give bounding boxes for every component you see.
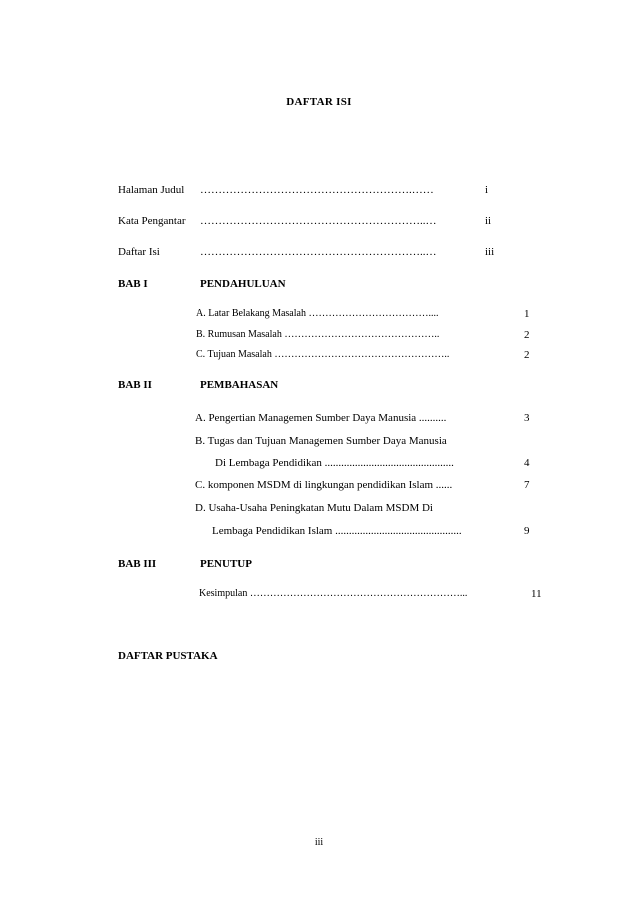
toc-entry-continuation: Di Lembaga Pendidikan ............................................... bbox=[215, 457, 454, 469]
toc-page-number: 2 bbox=[524, 349, 530, 361]
toc-page-number: 9 bbox=[524, 525, 530, 537]
toc-page-number: i bbox=[485, 184, 489, 196]
toc-page-number: ii bbox=[485, 215, 492, 227]
toc-label-halaman-judul: Halaman Judul bbox=[118, 184, 185, 196]
toc-leader: ………………………………………………….…… bbox=[200, 184, 434, 196]
toc-label-daftar-isi: Daftar Isi bbox=[118, 246, 160, 258]
toc-page-number: 11 bbox=[531, 588, 542, 600]
toc-entry: C. komponen MSDM di lingkungan pendidikan Islam ...... bbox=[195, 479, 453, 491]
toc-leader: ……………………………………………………..… bbox=[200, 215, 437, 227]
toc-label-kata-pengantar: Kata Pengantar bbox=[118, 215, 186, 227]
chapter-number: BAB III bbox=[118, 558, 157, 570]
page-title: DAFTAR ISI bbox=[286, 96, 352, 108]
bibliography-heading: DAFTAR PUSTAKA bbox=[118, 650, 218, 662]
chapter-number: BAB I bbox=[118, 278, 148, 290]
toc-page-number: 2 bbox=[524, 329, 530, 341]
chapter-title: PEMBAHASAN bbox=[200, 379, 279, 391]
toc-entry: B. Rumusan Masalah ……………………………………….. bbox=[196, 329, 440, 340]
toc-page-number: 7 bbox=[524, 479, 530, 491]
toc-entry: A. Latar Belakang Masalah ……………………………….... bbox=[196, 308, 439, 319]
toc-entry: C. Tujuan Masalah …………………………………………….. bbox=[196, 349, 450, 360]
toc-page-number: 3 bbox=[524, 412, 530, 424]
chapter-title: PENUTUP bbox=[200, 558, 252, 570]
toc-entry: B. Tugas dan Tujuan Managemen Sumber Daya Manusia bbox=[195, 435, 447, 447]
page-number: iii bbox=[314, 837, 324, 848]
chapter-title: PENDAHULUAN bbox=[200, 278, 286, 290]
toc-page-number: 4 bbox=[524, 457, 530, 469]
toc-entry: Kesimpulan ………………………………………………………... bbox=[199, 588, 468, 599]
toc-entry-continuation: Lembaga Pendidikan Islam .............................................. bbox=[212, 525, 462, 537]
toc-page-number: iii bbox=[485, 246, 495, 258]
toc-leader: ……………………………………………………..… bbox=[200, 246, 437, 258]
toc-entry: A. Pengertian Managemen Sumber Daya Manusia .......... bbox=[195, 412, 447, 424]
toc-entry: D. Usaha-Usaha Peningkatan Mutu Dalam MSDM Di bbox=[195, 502, 433, 514]
toc-page-number: 1 bbox=[524, 308, 530, 320]
chapter-number: BAB II bbox=[118, 379, 152, 391]
